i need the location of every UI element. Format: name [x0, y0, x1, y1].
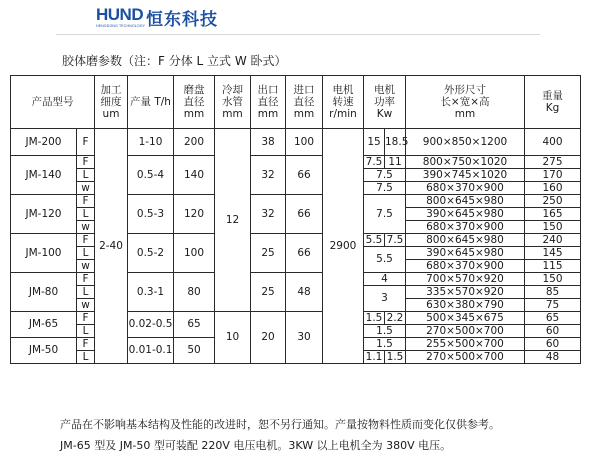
dims-cell: 680×370×900: [406, 221, 525, 234]
weight-cell: 240: [525, 234, 581, 247]
capacity-cell: 0.5-3: [128, 195, 174, 234]
capacity-cell: 1-10: [128, 129, 174, 156]
type-cell: F: [77, 338, 95, 351]
disc-cell: 50: [174, 338, 215, 364]
fineness-cell: 2-40: [95, 129, 128, 364]
inlet-cell: 66: [286, 195, 323, 234]
brand-logo: [96, 4, 218, 30]
power-cell-alt: 7.5: [385, 234, 406, 247]
type-cell: w: [77, 299, 95, 312]
col-inlet: 进口 直径 mm: [286, 76, 323, 129]
disc-cell: 200: [174, 129, 215, 156]
type-cell: F: [77, 129, 95, 156]
disc-cell: 140: [174, 156, 215, 195]
dims-cell: 900×850×1200: [406, 129, 525, 156]
dims-cell: 390×645×980: [406, 247, 525, 260]
outlet-cell: 38: [251, 129, 286, 156]
col-dims: 外形尺寸 长×宽×高 mm: [406, 76, 525, 129]
weight-cell: 150: [525, 221, 581, 234]
outlet-cell: 20: [251, 312, 286, 364]
power-cell: 1.1: [364, 351, 385, 364]
dims-cell: 390×745×1020: [406, 169, 525, 182]
type-cell: L: [77, 286, 95, 299]
inlet-cell: 30: [286, 312, 323, 364]
dims-cell: 390×645×980: [406, 208, 525, 221]
col-disc: 磨盘 直径 mm: [174, 76, 215, 129]
inlet-cell: 66: [286, 156, 323, 195]
outlet-cell: 25: [251, 234, 286, 273]
dims-cell: 680×370×900: [406, 182, 525, 195]
spec-table: [10, 75, 581, 364]
power-cell: 15: [364, 129, 385, 156]
type-cell: w: [77, 260, 95, 273]
logo-mark: [96, 4, 144, 30]
weight-cell: 115: [525, 260, 581, 273]
col-model: 产品型号: [11, 76, 95, 129]
weight-cell: 250: [525, 195, 581, 208]
dims-cell: 270×500×700: [406, 351, 525, 364]
weight-cell: 65: [525, 312, 581, 325]
power-cell: 7.5: [364, 195, 406, 234]
weight-cell: 160: [525, 182, 581, 195]
type-cell: L: [77, 208, 95, 221]
outlet-cell: 32: [251, 195, 286, 234]
dims-cell: 630×380×790: [406, 299, 525, 312]
weight-cell: 165: [525, 208, 581, 221]
weight-cell: 85: [525, 286, 581, 299]
weight-cell: 400: [525, 129, 581, 156]
dims-cell: 500×345×675: [406, 312, 525, 325]
capacity-cell: 0.5-2: [128, 234, 174, 273]
weight-cell: 75: [525, 299, 581, 312]
power-cell-alt: 18.5: [385, 129, 406, 156]
header-row: [11, 76, 581, 129]
col-speed: 电机 转速 r/min: [323, 76, 364, 129]
table-row: [11, 129, 581, 156]
model-cell: JM-200: [11, 129, 77, 156]
dims-cell: 680×370×900: [406, 260, 525, 273]
power-cell: 1.5: [364, 338, 406, 351]
power-cell-alt: 11: [385, 156, 406, 169]
col-fineness: 加工 细度 um: [95, 76, 128, 129]
weight-cell: 275: [525, 156, 581, 169]
outlet-cell: 32: [251, 156, 286, 195]
inlet-cell: 48: [286, 273, 323, 312]
type-cell: w: [77, 182, 95, 195]
power-cell-alt: 1.5: [385, 351, 406, 364]
header-divider: [56, 34, 540, 35]
type-cell: L: [77, 247, 95, 260]
capacity-cell: 0.3-1: [128, 273, 174, 312]
type-cell: F: [77, 312, 95, 325]
cooling-cell: 10: [215, 312, 251, 364]
power-cell: 5.5: [364, 247, 406, 273]
page-header: [0, 0, 600, 34]
footnote: JM-65 型及 JM-50 型可装配 220V 电压电机。3KW 以上电机全为 380V 电压。: [60, 439, 452, 452]
model-cell: JM-50: [11, 338, 77, 364]
power-cell: 7.5: [364, 156, 385, 169]
capacity-cell: 0.5-4: [128, 156, 174, 195]
logo-wordmark: HUND: [96, 5, 144, 24]
dims-cell: 270×500×700: [406, 325, 525, 338]
capacity-cell: 0.01-0.1: [128, 338, 174, 364]
weight-cell: 150: [525, 273, 581, 286]
weight-cell: 170: [525, 169, 581, 182]
model-cell: JM-80: [11, 273, 77, 312]
col-weight: 重量 Kg: [525, 76, 581, 129]
type-cell: F: [77, 234, 95, 247]
disc-cell: 80: [174, 273, 215, 312]
dims-cell: 255×500×700: [406, 338, 525, 351]
power-cell: 7.5: [364, 182, 406, 195]
dims-cell: 335×570×920: [406, 286, 525, 299]
power-cell: 3: [364, 286, 406, 312]
power-cell: 7.5: [364, 169, 406, 182]
power-cell: 1.5: [364, 312, 385, 325]
brand-name: 恒东科技: [146, 9, 218, 30]
speed-cell: 2900: [323, 129, 364, 364]
cooling-cell: 12: [215, 129, 251, 312]
table-caption: 胶体磨参数（注：F 分体 L 立式 W 卧式）: [62, 54, 287, 68]
weight-cell: 60: [525, 325, 581, 338]
power-cell-alt: 2.2: [385, 312, 406, 325]
dims-cell: 800×645×980: [406, 234, 525, 247]
disc-cell: 65: [174, 312, 215, 338]
type-cell: F: [77, 273, 95, 286]
col-outlet: 出口 直径 mm: [251, 76, 286, 129]
dims-cell: 700×570×920: [406, 273, 525, 286]
model-cell: JM-120: [11, 195, 77, 234]
logo-tagline: HENGDONG TECHNOLOGY: [96, 24, 146, 28]
disc-cell: 100: [174, 234, 215, 273]
type-cell: w: [77, 221, 95, 234]
type-cell: F: [77, 195, 95, 208]
weight-cell: 60: [525, 338, 581, 351]
model-cell: JM-140: [11, 156, 77, 195]
disc-cell: 120: [174, 195, 215, 234]
type-cell: L: [77, 325, 95, 338]
power-cell: 4: [364, 273, 406, 286]
inlet-cell: 66: [286, 234, 323, 273]
footnote: 产品在不影响基本结构及性能的改进时，恕不另行通知。产量按物料性质而变化仅供参考。: [60, 418, 500, 431]
dims-cell: 800×645×980: [406, 195, 525, 208]
weight-cell: 145: [525, 247, 581, 260]
col-cooling: 冷却 水管 mm: [215, 76, 251, 129]
col-power: 电机 功率 Kw: [364, 76, 406, 129]
dims-cell: 800×750×1020: [406, 156, 525, 169]
inlet-cell: 100: [286, 129, 323, 156]
power-cell: 5.5: [364, 234, 385, 247]
type-cell: F: [77, 156, 95, 169]
power-cell: 1.5: [364, 325, 406, 338]
model-cell: JM-65: [11, 312, 77, 338]
type-cell: L: [77, 169, 95, 182]
col-capacity: 产量 T/h: [128, 76, 174, 129]
weight-cell: 48: [525, 351, 581, 364]
outlet-cell: 25: [251, 273, 286, 312]
model-cell: JM-100: [11, 234, 77, 273]
capacity-cell: 0.02-0.5: [128, 312, 174, 338]
type-cell: L: [77, 351, 95, 364]
